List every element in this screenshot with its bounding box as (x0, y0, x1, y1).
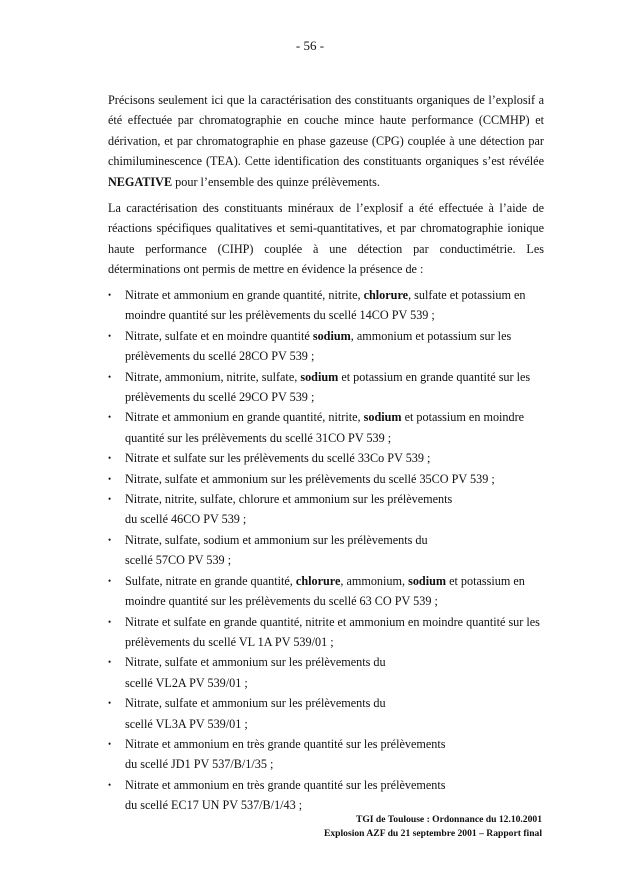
item-text: Nitrate et sulfate sur les prélèvements du scellé 33Co PV 539 ; (125, 451, 431, 466)
item-bold: chlorure (295, 573, 341, 588)
p1-text-end: pour l’ensemble des quinze prélèvements. (172, 174, 380, 189)
list-item (108, 693, 548, 734)
paragraph-organic-analysis (108, 90, 544, 192)
item-text: Nitrate, ammonium, nitrite, sulfate, (125, 369, 301, 384)
item-text: Nitrate, sulfate et ammonium sur les prélèvements du (125, 655, 386, 670)
item-bold: chlorure (363, 288, 409, 302)
item-text: Nitrate, sulfate et ammonium sur les prélèvements du scellé 35CO PV 539 ; (125, 471, 495, 486)
item-text: Nitrate et ammonium en très grande quantité sur les prélèvements (125, 777, 446, 792)
item-text: Nitrate, sulfate, sodium et ammonium sur les prélèvements du (125, 532, 428, 547)
item-text-line2: du scellé JD1 PV 537/B/1/35 ; (125, 757, 274, 772)
item-text: Nitrate et ammonium en grande quantité, nitrite, (125, 410, 364, 425)
item-text: Nitrate et ammonium en grande quantité, nitrite, (125, 288, 364, 302)
item-text: Nitrate, nitrite, sulfate, chlorure et ammonium sur les prélèvements (125, 492, 453, 507)
item-text: et potassium en grande quantité sur les prélèvements du scellé 29CO PV 539 ; (125, 369, 531, 405)
item-text: et potassium en moindre quantité sur les prélèvements du scellé 31CO PV 539 ; (125, 410, 525, 445)
list-item (108, 775, 548, 816)
item-text: Nitrate et sulfate en grande quantité, nitrite et ammonium en moindre quantité sur les prélèvements du scellé VL 1A PV 539/01 ; (125, 614, 540, 649)
item-text-line2: scellé 57CO PV 539 ; (125, 553, 232, 568)
item-bold: sodium (363, 410, 402, 425)
item-text: , ammonium et potassium sur les prélèvements du scellé 28CO PV 539 ; (125, 328, 512, 364)
item-text: et potassium en moindre quantité sur les prélèvements du scellé 63 CO PV 539 ; (125, 573, 525, 609)
item-text: Nitrate, sulfate et en moindre quantité (125, 328, 313, 343)
list-item (108, 448, 548, 468)
list-item (108, 326, 548, 367)
list-item (108, 530, 548, 571)
page-number: - 56 - (295, 38, 325, 53)
list-item (108, 367, 548, 408)
item-text: Sulfate, nitrate en grande quantité, (125, 573, 296, 588)
item-text: , ammonium, (340, 573, 409, 588)
p1-bold-negative: NEGATIVE (108, 174, 173, 189)
item-text: Nitrate et ammonium en très grande quantité sur les prélèvements (125, 736, 446, 751)
results-list (108, 285, 548, 816)
list-item (108, 489, 548, 530)
item-text-line2: du scellé EC17 UN PV 537/B/1/43 ; (125, 798, 303, 813)
item-bold: sodium (408, 573, 447, 588)
list-item (108, 612, 548, 653)
item-text: , sulfate et potassium en moindre quantité sur les prélèvements du scellé 14CO PV 539 ; (125, 288, 526, 323)
item-bold: sodium (300, 369, 339, 384)
list-item (108, 571, 548, 612)
item-text-line2: du scellé 46CO PV 539 ; (125, 512, 247, 527)
item-text: Nitrate, sulfate et ammonium sur les prélèvements du (125, 696, 386, 711)
list-item (108, 407, 548, 448)
list-item (108, 469, 548, 489)
list-item (108, 285, 548, 326)
footer-court-ref: TGI de Toulouse : Ordonnance du 12.10.2001 (355, 814, 542, 825)
footer-report-title: Explosion AZF du 21 septembre 2001 – Rapport final (323, 828, 542, 839)
item-text-line2: scellé VL2A PV 539/01 ; (125, 675, 248, 690)
list-item (108, 734, 548, 775)
list-item (108, 652, 548, 693)
paragraph-mineral-analysis: La caractérisation des constituants minéraux de l’explosif a été effectuée à l’aide de réactions spécifiques qualitatives et semi-quantitatives, et par chromatographie ionique haute performance (CIHP) couplée à une détection par conductimétrie. Les déterminations ont permis de mettre en évidence la présence de : (108, 201, 544, 277)
item-bold: sodium (312, 328, 351, 343)
p1-text: Précisons seulement ici que la caractérisation des constituants organiques de l’explosif a été effectuée par chromatographie en couche mince haute performance (CCMHP) et dérivation, et par chromatographie en phase gazeuse (CPG) couplée à une détection par chimiluminescence (TEA). Cette identification des constituants organiques s’est révélée (108, 93, 544, 169)
item-text-line2: scellé VL3A PV 539/01 ; (125, 716, 248, 731)
